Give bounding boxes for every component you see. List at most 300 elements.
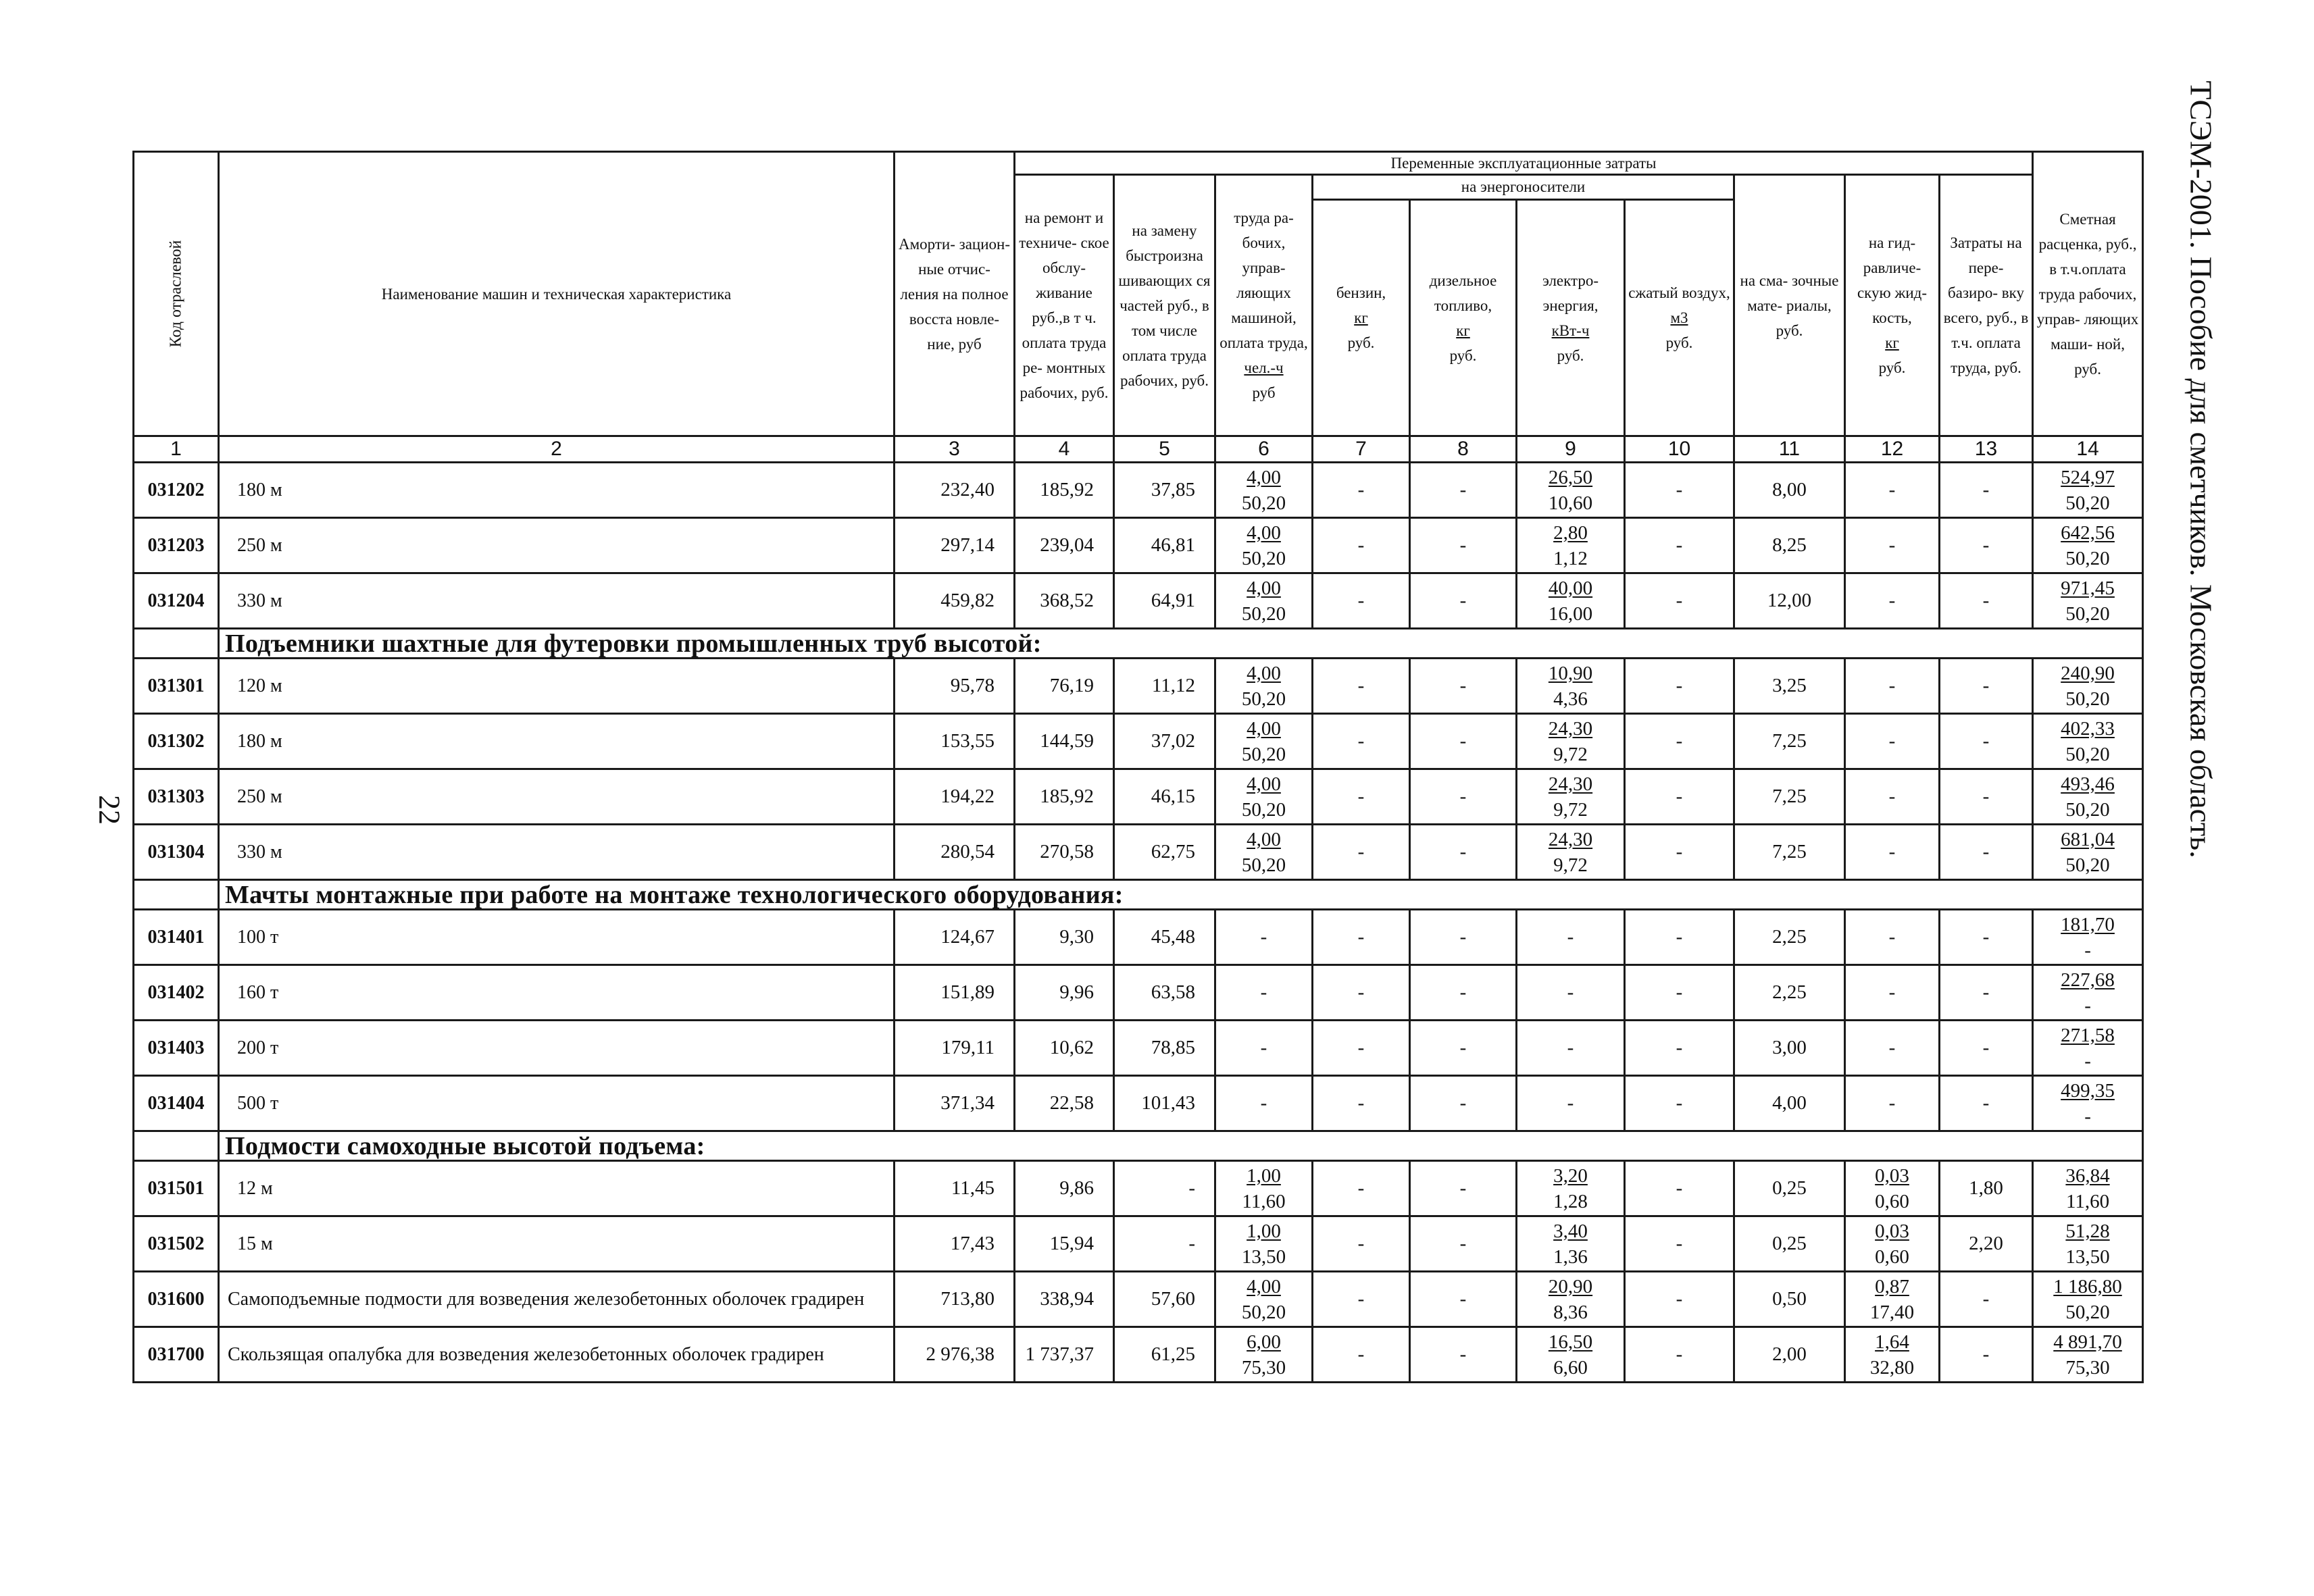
cell-hydraulic: -: [1845, 910, 1940, 965]
cell-petrol: -: [1313, 1021, 1410, 1076]
section-title: Подъемники шахтные для футеровки промышленных труб высотой:: [219, 629, 2143, 659]
cell-name: 160 т: [219, 965, 895, 1021]
numerator: 24,30: [1548, 828, 1593, 850]
cell-repair: 15,94: [1015, 1216, 1114, 1272]
header-compressed-air: сжатый воздух, м3 руб.: [1625, 200, 1734, 436]
cell-diesel: -: [1410, 1272, 1517, 1327]
cell-hydraulic: -: [1845, 1076, 1940, 1131]
cell-repair: 338,94: [1015, 1272, 1114, 1327]
fraction-value: [2053, 1274, 2122, 1325]
fraction-value: [1870, 1329, 1914, 1381]
section-row: [134, 1131, 2143, 1161]
cell-petrol: -: [1313, 1272, 1410, 1327]
cell-diesel: -: [1410, 769, 1517, 825]
cell-labor: [1215, 769, 1313, 825]
denominator: 4,36: [1553, 688, 1588, 710]
cell-rate: [2033, 714, 2143, 769]
cell-air: -: [1625, 1076, 1734, 1131]
cell-relocation: -: [1940, 825, 2033, 880]
cell-amort: 371,34: [895, 1076, 1015, 1131]
fraction-value: [1549, 661, 1592, 712]
section-code-cell: [134, 629, 219, 659]
cell-lube: 2,00: [1734, 1327, 1845, 1383]
denominator: 6,60: [1553, 1356, 1588, 1379]
fraction-value: [1549, 827, 1592, 878]
cell-replace: -: [1114, 1216, 1215, 1272]
header-variable-costs: Переменные эксплуатационные затраты: [1015, 152, 2033, 175]
cell-electric: [1517, 1161, 1625, 1216]
denominator: -: [2084, 1050, 2091, 1072]
cell-air: -: [1625, 1216, 1734, 1272]
cell-hydraulic: [1845, 1272, 1940, 1327]
column-number: 5: [1114, 436, 1215, 463]
header-hydraulic: на гид- равличе- скую жид- кость, кг руб.: [1845, 175, 1940, 436]
denominator: 8,36: [1553, 1301, 1588, 1323]
cell-code: 031403: [134, 1021, 219, 1076]
fraction-value: [1242, 716, 1286, 767]
denominator: 9,72: [1553, 854, 1588, 876]
numerator: 4,00: [1247, 466, 1281, 488]
cell-name: 330 м: [219, 573, 895, 629]
cell-amort: 11,45: [895, 1161, 1015, 1216]
column-number: 2: [219, 436, 895, 463]
column-number: 10: [1625, 436, 1734, 463]
cell-amort: 713,80: [895, 1272, 1015, 1327]
cell-amort: 179,11: [895, 1021, 1015, 1076]
denominator: 50,20: [2065, 688, 2110, 710]
cell-diesel: -: [1410, 1161, 1517, 1216]
cell-replace: 37,02: [1114, 714, 1215, 769]
numerator: 4,00: [1247, 773, 1281, 795]
cell-relocation: 2,20: [1940, 1216, 2033, 1272]
table-row: [134, 965, 2143, 1021]
fraction-value: [2061, 661, 2115, 712]
cell-repair: 144,59: [1015, 714, 1114, 769]
cell-rate: [2033, 1272, 2143, 1327]
fraction-value: [2061, 771, 2115, 823]
fraction-value: [1242, 1329, 1286, 1381]
cell-labor: [1215, 518, 1313, 573]
numerator: 493,46: [2061, 773, 2115, 795]
fraction-value: [1549, 1329, 1592, 1381]
cell-electric: [1517, 659, 1625, 714]
cell-amort: 2 976,38: [895, 1327, 1015, 1383]
cell-rate: [2033, 573, 2143, 629]
table-row: [134, 1216, 2143, 1272]
table-body: [134, 463, 2143, 1383]
cell-repair: 368,52: [1015, 573, 1114, 629]
denominator: 50,20: [1241, 688, 1286, 710]
cell-rate: [2033, 965, 2143, 1021]
cell-name: 250 м: [219, 769, 895, 825]
cell-lube: 2,25: [1734, 965, 1845, 1021]
cell-name: 100 т: [219, 910, 895, 965]
cell-relocation: -: [1940, 1076, 2033, 1131]
cell-diesel: -: [1410, 1327, 1517, 1383]
numerator: 4 891,70: [2053, 1331, 2122, 1353]
numerator: 1 186,80: [2053, 1275, 2122, 1297]
numerator: 271,58: [2061, 1024, 2115, 1046]
cell-replace: 57,60: [1114, 1272, 1215, 1327]
numerator: 24,30: [1548, 717, 1593, 740]
section-row: [134, 880, 2143, 910]
header-replacement: на замену быстроизна шивающих ся частей руб., в том числе оплата труда рабочих, руб.: [1114, 175, 1215, 436]
cell-code: 031301: [134, 659, 219, 714]
cell-lube: 2,25: [1734, 910, 1845, 965]
denominator: -: [2084, 1105, 2091, 1127]
denominator: 50,20: [2065, 1301, 2110, 1323]
denominator: 50,20: [1241, 854, 1286, 876]
column-number: 12: [1845, 436, 1940, 463]
table-row: [134, 1161, 2143, 1216]
cell-amort: 459,82: [895, 573, 1015, 629]
cell-name: 250 м: [219, 518, 895, 573]
cell-air: -: [1625, 1327, 1734, 1383]
table-row: [134, 463, 2143, 518]
denominator: 50,20: [1241, 602, 1286, 625]
cell-petrol: -: [1313, 518, 1410, 573]
header-diesel: дизельное топливо, кг руб.: [1410, 200, 1517, 436]
cell-replace: 37,85: [1114, 463, 1215, 518]
cell-air: -: [1625, 714, 1734, 769]
cell-code: 031204: [134, 573, 219, 629]
denominator: 50,20: [1241, 547, 1286, 569]
cell-labor: [1215, 573, 1313, 629]
cell-replace: -: [1114, 1161, 1215, 1216]
numerator: 4,00: [1247, 1275, 1281, 1297]
section-code-cell: [134, 1131, 219, 1161]
numerator: 24,30: [1548, 773, 1593, 795]
denominator: 9,72: [1553, 798, 1588, 821]
cell-name: 330 м: [219, 825, 895, 880]
cell-labor: [1215, 1327, 1313, 1383]
machine-cost-table: [132, 151, 2144, 1383]
header-repair: на ремонт и техниче- ское обслу- живание руб.,в т ч. оплата труда ре- монтных рабочих, руб.: [1015, 175, 1114, 436]
fraction-value: [1549, 465, 1592, 516]
cell-hydraulic: -: [1845, 965, 1940, 1021]
cell-diesel: -: [1410, 714, 1517, 769]
cell-code: 031404: [134, 1076, 219, 1131]
fraction-value: [2061, 967, 2115, 1019]
cell-electric: [1517, 463, 1625, 518]
cell-labor: [1215, 659, 1313, 714]
cell-air: -: [1625, 1161, 1734, 1216]
cell-lube: 8,00: [1734, 463, 1845, 518]
cell-labor: [1215, 463, 1313, 518]
column-number: 3: [895, 436, 1015, 463]
cell-code: 031502: [134, 1216, 219, 1272]
cell-hydraulic: -: [1845, 769, 1940, 825]
fraction-value: [2061, 520, 2115, 571]
cell-name: Скользящая опалубка для возведения железобетонных оболочек градирен: [219, 1327, 895, 1383]
denominator: 50,20: [1241, 1301, 1286, 1323]
cell-diesel: -: [1410, 659, 1517, 714]
cell-amort: 232,40: [895, 463, 1015, 518]
numerator: 524,97: [2061, 466, 2115, 488]
cell-electric: -: [1517, 1021, 1625, 1076]
cell-name: 200 т: [219, 1021, 895, 1076]
column-number: 1: [134, 436, 219, 463]
fraction-value: [2061, 575, 2115, 627]
cell-repair: 270,58: [1015, 825, 1114, 880]
cell-code: 031501: [134, 1161, 219, 1216]
table-row: [134, 769, 2143, 825]
header-code: Код отраслевой: [134, 152, 219, 436]
cell-replace: 45,48: [1114, 910, 1215, 965]
cell-relocation: -: [1940, 1327, 2033, 1383]
denominator: 0,60: [1875, 1190, 1909, 1212]
fraction-value: [1553, 1163, 1588, 1214]
cell-air: -: [1625, 659, 1734, 714]
cell-electric: [1517, 714, 1625, 769]
denominator: 50,20: [2065, 854, 2110, 876]
cell-relocation: -: [1940, 965, 2033, 1021]
cell-electric: [1517, 1327, 1625, 1383]
cell-code: 031402: [134, 965, 219, 1021]
fraction-value: [1549, 575, 1592, 627]
denominator: 10,60: [1548, 492, 1593, 514]
cell-petrol: -: [1313, 573, 1410, 629]
fraction-value: [1242, 465, 1286, 516]
cell-petrol: -: [1313, 1216, 1410, 1272]
cell-relocation: -: [1940, 910, 2033, 965]
cell-lube: 0,25: [1734, 1216, 1845, 1272]
header-energy-carriers: на энергоносители: [1313, 175, 1734, 200]
cell-name: 500 т: [219, 1076, 895, 1131]
denominator: 50,20: [2065, 602, 2110, 625]
cell-relocation: -: [1940, 1021, 2033, 1076]
header-amortization: Аморти- зацион- ные отчис- ления на полное восста новле- ние, руб: [895, 152, 1015, 436]
table-row: [134, 825, 2143, 880]
fraction-value: [2065, 1218, 2109, 1270]
fraction-value: [2065, 1163, 2109, 1214]
cell-name: 12 м: [219, 1161, 895, 1216]
numerator: 6,00: [1247, 1331, 1281, 1353]
fraction-value: [2061, 465, 2115, 516]
numerator: 36,84: [2065, 1164, 2110, 1187]
cell-hydraulic: -: [1845, 573, 1940, 629]
header-electricity: электро- энергия, кВт-ч руб.: [1517, 200, 1625, 436]
table-row: [134, 1327, 2143, 1383]
numerator: 3,20: [1553, 1164, 1588, 1187]
table-row: [134, 714, 2143, 769]
cell-name: 180 м: [219, 714, 895, 769]
cell-relocation: -: [1940, 573, 2033, 629]
cell-rate: [2033, 1216, 2143, 1272]
cell-petrol: -: [1313, 769, 1410, 825]
denominator: 50,20: [1241, 798, 1286, 821]
fraction-value: [2061, 1023, 2115, 1074]
column-number-row: [134, 436, 2143, 463]
numerator: 181,70: [2061, 913, 2115, 935]
cell-electric: -: [1517, 910, 1625, 965]
cell-hydraulic: -: [1845, 825, 1940, 880]
numerator: 4,00: [1247, 521, 1281, 544]
cell-rate: [2033, 518, 2143, 573]
cell-diesel: -: [1410, 1216, 1517, 1272]
cell-relocation: 1,80: [1940, 1161, 2033, 1216]
cell-rate: [2033, 1161, 2143, 1216]
numerator: 4,00: [1247, 662, 1281, 684]
cell-replace: 101,43: [1114, 1076, 1215, 1131]
cell-code: 031600: [134, 1272, 219, 1327]
cell-lube: 7,25: [1734, 714, 1845, 769]
table-row: [134, 573, 2143, 629]
cell-relocation: -: [1940, 714, 2033, 769]
cell-amort: 124,67: [895, 910, 1015, 965]
cell-labor: -: [1215, 1021, 1313, 1076]
denominator: 75,30: [1241, 1356, 1286, 1379]
denominator: -: [2084, 994, 2091, 1016]
cell-petrol: -: [1313, 714, 1410, 769]
numerator: 4,00: [1247, 828, 1281, 850]
fraction-value: [1242, 520, 1286, 571]
cell-diesel: -: [1410, 573, 1517, 629]
cell-petrol: -: [1313, 659, 1410, 714]
numerator: 971,45: [2061, 577, 2115, 599]
numerator: 10,90: [1548, 662, 1593, 684]
cell-code: 031303: [134, 769, 219, 825]
cell-hydraulic: -: [1845, 463, 1940, 518]
section-title: Мачты монтажные при работе на монтаже технологического оборудования:: [219, 880, 2143, 910]
column-number: 4: [1015, 436, 1114, 463]
cell-hydraulic: [1845, 1161, 1940, 1216]
cell-repair: 1 737,37: [1015, 1327, 1114, 1383]
column-number: 9: [1517, 436, 1625, 463]
fraction-value: [2061, 912, 2115, 963]
denominator: 50,20: [1241, 743, 1286, 765]
cell-replace: 61,25: [1114, 1327, 1215, 1383]
numerator: 227,68: [2061, 969, 2115, 991]
cell-diesel: -: [1410, 825, 1517, 880]
fraction-value: [2053, 1329, 2122, 1381]
cell-air: -: [1625, 518, 1734, 573]
fraction-value: [1553, 520, 1588, 571]
fraction-value: [1242, 827, 1286, 878]
denominator: 75,30: [2065, 1356, 2110, 1379]
fraction-value: [2061, 716, 2115, 767]
cell-air: -: [1625, 573, 1734, 629]
cell-air: -: [1625, 825, 1734, 880]
cell-repair: 9,30: [1015, 910, 1114, 965]
cell-petrol: -: [1313, 1327, 1410, 1383]
header-labor: труда ра- бочих, управ- ляющих машиной, оплата труда, чел.-ч руб: [1215, 175, 1313, 436]
cell-replace: 63,58: [1114, 965, 1215, 1021]
fraction-value: [1242, 575, 1286, 627]
cell-diesel: -: [1410, 910, 1517, 965]
cell-air: -: [1625, 769, 1734, 825]
cell-hydraulic: [1845, 1327, 1940, 1383]
cell-labor: -: [1215, 910, 1313, 965]
cell-repair: 22,58: [1015, 1076, 1114, 1131]
cell-rate: [2033, 659, 2143, 714]
fraction-value: [1242, 1163, 1285, 1214]
fraction-value: [1242, 1218, 1286, 1270]
denominator: 16,00: [1548, 602, 1593, 625]
cell-rate: [2033, 769, 2143, 825]
cell-repair: 185,92: [1015, 463, 1114, 518]
cell-air: -: [1625, 910, 1734, 965]
table-row: [134, 1076, 2143, 1131]
numerator: 0,03: [1875, 1164, 1909, 1187]
numerator: 499,35: [2061, 1079, 2115, 1102]
header-lubricants: на сма- зочные мате- риалы, руб.: [1734, 175, 1845, 436]
cell-code: 031401: [134, 910, 219, 965]
cell-hydraulic: [1845, 1216, 1940, 1272]
cell-relocation: -: [1940, 769, 2033, 825]
fraction-value: [1875, 1163, 1909, 1214]
fraction-value: [1875, 1218, 1909, 1270]
header-name: Наименование машин и техническая характеристика: [219, 152, 895, 436]
cell-electric: [1517, 573, 1625, 629]
cell-rate: [2033, 463, 2143, 518]
cell-electric: [1517, 769, 1625, 825]
numerator: 642,56: [2061, 521, 2115, 544]
numerator: 0,03: [1875, 1220, 1909, 1242]
denominator: 50,20: [2065, 492, 2110, 514]
numerator: 3,40: [1553, 1220, 1588, 1242]
denominator: 11,60: [2065, 1190, 2110, 1212]
denominator: -: [2084, 939, 2091, 961]
fraction-value: [1870, 1274, 1914, 1325]
cell-replace: 46,15: [1114, 769, 1215, 825]
cell-name: Самоподъемные подмости для возведения железобетонных оболочек градирен: [219, 1272, 895, 1327]
cell-amort: 95,78: [895, 659, 1015, 714]
cell-diesel: -: [1410, 463, 1517, 518]
numerator: 681,04: [2061, 828, 2115, 850]
denominator: 50,20: [2065, 798, 2110, 821]
cell-name: 15 м: [219, 1216, 895, 1272]
cell-air: -: [1625, 463, 1734, 518]
cell-replace: 64,91: [1114, 573, 1215, 629]
cell-relocation: -: [1940, 518, 2033, 573]
cell-electric: [1517, 825, 1625, 880]
denominator: 50,20: [2065, 547, 2110, 569]
cell-code: 031203: [134, 518, 219, 573]
cell-air: -: [1625, 965, 1734, 1021]
denominator: 32,80: [1869, 1356, 1915, 1379]
fraction-value: [1549, 716, 1592, 767]
cell-hydraulic: -: [1845, 714, 1940, 769]
cell-diesel: -: [1410, 1021, 1517, 1076]
cell-lube: 4,00: [1734, 1076, 1845, 1131]
cell-repair: 9,96: [1015, 965, 1114, 1021]
column-number: 8: [1410, 436, 1517, 463]
cell-lube: 0,50: [1734, 1272, 1845, 1327]
numerator: 1,00: [1247, 1220, 1281, 1242]
fraction-value: [1242, 771, 1286, 823]
numerator: 16,50: [1548, 1331, 1593, 1353]
column-number: 14: [2033, 436, 2143, 463]
denominator: 0,60: [1875, 1245, 1909, 1268]
cell-lube: 8,25: [1734, 518, 1845, 573]
cell-amort: 151,89: [895, 965, 1015, 1021]
table-row: [134, 910, 2143, 965]
fraction-value: [1549, 771, 1592, 823]
cell-lube: 12,00: [1734, 573, 1845, 629]
table-row: [134, 518, 2143, 573]
numerator: 0,87: [1875, 1275, 1909, 1297]
numerator: 4,00: [1247, 717, 1281, 740]
cell-diesel: -: [1410, 965, 1517, 1021]
cell-air: -: [1625, 1272, 1734, 1327]
cell-amort: 194,22: [895, 769, 1015, 825]
cell-repair: 76,19: [1015, 659, 1114, 714]
cell-labor: -: [1215, 965, 1313, 1021]
cell-code: 031304: [134, 825, 219, 880]
cell-hydraulic: -: [1845, 659, 1940, 714]
cell-electric: [1517, 1216, 1625, 1272]
